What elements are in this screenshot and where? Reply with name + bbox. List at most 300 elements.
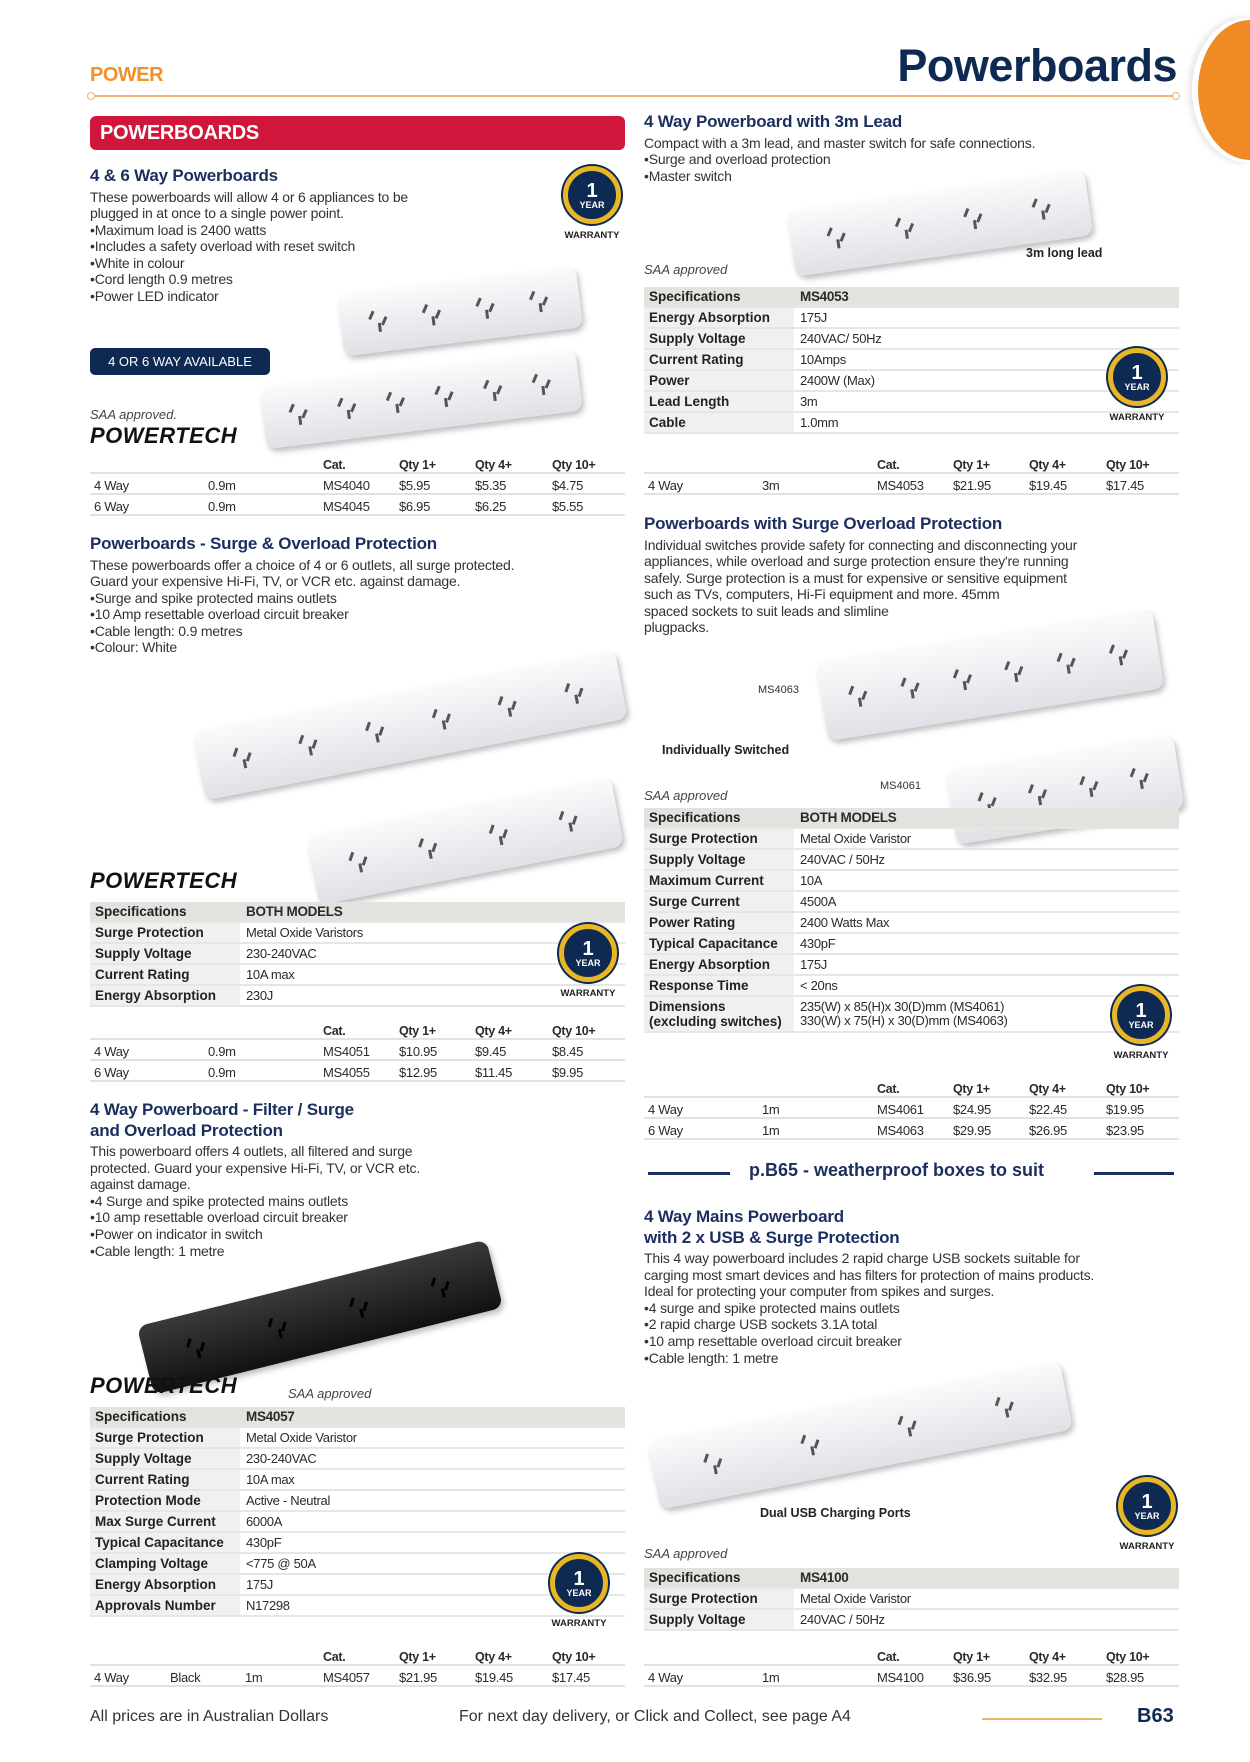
warranty-seal-icon bbox=[1112, 986, 1170, 1044]
spec-row bbox=[90, 1470, 625, 1491]
spec-value-line: 2400W (Max) bbox=[800, 372, 875, 388]
heading-line: and Overload Protection bbox=[90, 1120, 283, 1140]
price-row bbox=[90, 1666, 625, 1687]
warranty-badge bbox=[553, 924, 623, 999]
price-cell: 4 Way bbox=[648, 1670, 683, 1685]
price-cell: $9.95 bbox=[552, 1065, 584, 1080]
price-header: Qty 1+ bbox=[399, 1024, 436, 1038]
price-cell: MS4055 bbox=[323, 1065, 370, 1080]
lead-length-callout: 3m long lead bbox=[1026, 246, 1103, 260]
power-socket-icon bbox=[361, 714, 392, 748]
spec-row bbox=[90, 1512, 625, 1533]
description-line: Ideal for protecting your computer from spikes and surges. bbox=[644, 1283, 995, 1300]
spec-label: Power Rating bbox=[644, 913, 794, 932]
feature-bullet: • White in colour bbox=[90, 255, 510, 272]
heading-line: 4 Way Powerboard - Filter / Surge bbox=[90, 1100, 354, 1119]
spec-row bbox=[90, 1533, 625, 1554]
spec-row bbox=[644, 413, 1179, 434]
feature-bullet: • Master switch bbox=[644, 168, 1184, 185]
price-cell: 0.9m bbox=[208, 1044, 236, 1059]
spec-label: Maximum Current bbox=[644, 871, 794, 890]
spec-label: Energy Absorption bbox=[90, 1575, 240, 1594]
price-row bbox=[644, 1119, 1179, 1140]
product-heading bbox=[644, 112, 1184, 133]
price-header: Qty 10+ bbox=[552, 1650, 596, 1664]
price-cell: $5.55 bbox=[552, 499, 584, 514]
spec-row bbox=[90, 965, 625, 986]
spec-value-line: 175J bbox=[800, 309, 827, 325]
power-socket-icon bbox=[418, 298, 447, 331]
warranty-seal-icon bbox=[563, 166, 621, 224]
spec-model: BOTH MODELS bbox=[246, 903, 343, 919]
spec-value bbox=[240, 1470, 625, 1489]
spec-table-ms4061-ms4063 bbox=[644, 808, 1179, 1033]
power-socket-icon bbox=[1001, 654, 1031, 688]
price-cell: $19.45 bbox=[475, 1670, 513, 1685]
price-cell: $19.95 bbox=[1106, 1102, 1144, 1117]
price-header: Qty 4+ bbox=[475, 1024, 512, 1038]
spec-row bbox=[644, 308, 1179, 329]
spec-value-line: 230-240VAC bbox=[246, 1450, 317, 1466]
link-line-right bbox=[1094, 1172, 1174, 1175]
price-row bbox=[644, 474, 1179, 495]
section-label: POWER bbox=[90, 64, 164, 86]
price-header: Qty 10+ bbox=[552, 458, 596, 472]
power-socket-icon bbox=[285, 397, 314, 430]
warranty-unit: YEAR bbox=[566, 1587, 592, 1598]
price-cell: MS4063 bbox=[877, 1123, 924, 1138]
price-table-ms4061-ms4063 bbox=[644, 1078, 1179, 1140]
spec-value bbox=[794, 1610, 1179, 1629]
page-number: B63 bbox=[1137, 1705, 1174, 1727]
spec-row bbox=[644, 350, 1179, 371]
spec-label: Supply Voltage bbox=[644, 850, 794, 869]
power-socket-icon bbox=[1028, 192, 1058, 225]
spec-row bbox=[90, 944, 625, 965]
spec-row bbox=[644, 850, 1179, 871]
power-socket-icon bbox=[897, 671, 927, 705]
spec-label: Typical Capacitance bbox=[90, 1533, 240, 1552]
feature-bullet: • 10 amp resettable overload circuit breaker bbox=[644, 1333, 1204, 1350]
warranty-seal-icon bbox=[1108, 348, 1166, 406]
spec-label: Protection Mode bbox=[90, 1491, 240, 1510]
price-cell: $23.95 bbox=[1106, 1123, 1144, 1138]
price-cell: 3m bbox=[762, 478, 780, 493]
power-socket-icon bbox=[959, 202, 989, 235]
power-socket-icon bbox=[823, 221, 853, 254]
price-cell: 4 Way bbox=[648, 1102, 683, 1117]
product-heading bbox=[644, 514, 1204, 535]
warranty-badge bbox=[1112, 1477, 1182, 1552]
spec-header-row bbox=[90, 1407, 625, 1428]
spec-value bbox=[240, 1449, 625, 1468]
power-socket-icon bbox=[526, 285, 555, 318]
feature-bullet: • 2 rapid charge USB sockets 3.1A total bbox=[644, 1316, 1204, 1333]
feature-bullet: • Maximum load is 2400 watts bbox=[90, 222, 510, 239]
price-header: Qty 4+ bbox=[1029, 1082, 1066, 1096]
price-cell: 1m bbox=[762, 1670, 780, 1685]
description-line: plugpacks. bbox=[644, 619, 709, 636]
price-cell: 1m bbox=[762, 1123, 780, 1138]
spec-value-line: 430pF bbox=[800, 935, 836, 951]
spec-value-line: Active - Neutral bbox=[246, 1492, 331, 1508]
spec-value-line: 240VAC / 50Hz bbox=[800, 1611, 885, 1627]
spec-value-line: 2400 Watts Max bbox=[800, 914, 890, 930]
feature-bullet: • Surge and overload protection bbox=[644, 151, 1184, 168]
spec-label: Typical Capacitance bbox=[644, 934, 794, 953]
price-table-ms4057 bbox=[90, 1646, 625, 1687]
product-description bbox=[90, 557, 630, 590]
price-cell: MS4057 bbox=[323, 1670, 370, 1685]
price-header-row bbox=[644, 1646, 1179, 1666]
spec-label: Energy Absorption bbox=[90, 986, 240, 1005]
spec-header-label: Specifications bbox=[649, 289, 741, 304]
spec-row bbox=[644, 997, 1179, 1033]
price-cell: $4.75 bbox=[552, 478, 584, 493]
spec-value-line: N17298 bbox=[246, 1597, 290, 1613]
spec-header-model bbox=[240, 902, 625, 921]
warranty-badge bbox=[1102, 348, 1172, 423]
spec-header-row bbox=[644, 287, 1179, 308]
power-socket-icon bbox=[228, 740, 259, 774]
delivery-note: For next day delivery, or Click and Collect, see page A4 bbox=[459, 1708, 851, 1725]
price-cell: MS4045 bbox=[323, 499, 370, 514]
price-cell: 1m bbox=[245, 1670, 263, 1685]
black-filter-powerboard-image bbox=[137, 1239, 503, 1394]
price-header: Qty 4+ bbox=[1029, 1650, 1066, 1664]
spec-table-ms4100 bbox=[644, 1568, 1179, 1631]
warranty-seal-icon bbox=[550, 1554, 608, 1612]
powertech-logo: POWERTECH bbox=[90, 868, 238, 893]
power-socket-icon bbox=[893, 1408, 924, 1442]
price-header: Qty 1+ bbox=[953, 1082, 990, 1096]
currency-note: All prices are in Australian Dollars bbox=[90, 1708, 329, 1725]
price-cell: $5.95 bbox=[399, 478, 431, 493]
price-cell: 6 Way bbox=[94, 499, 129, 514]
orange-tab-decoration bbox=[1198, 20, 1250, 160]
power-socket-icon bbox=[555, 803, 586, 837]
saa-approval: SAA approved bbox=[644, 262, 728, 277]
spec-row bbox=[644, 1610, 1179, 1631]
price-cell: $12.95 bbox=[399, 1065, 437, 1080]
usb-powerboard-image bbox=[647, 1361, 1073, 1510]
spec-header-row bbox=[90, 902, 625, 923]
price-cell: $10.95 bbox=[399, 1044, 437, 1059]
product-surge-overload-text bbox=[90, 534, 630, 656]
price-cell: $17.45 bbox=[1106, 478, 1144, 493]
spec-header-label: Specifications bbox=[649, 810, 741, 825]
spec-value bbox=[794, 892, 1179, 911]
spec-value-line: 10A bbox=[800, 872, 823, 888]
spec-value-line: 230-240VAC bbox=[246, 945, 317, 961]
spec-header-row bbox=[644, 808, 1179, 829]
product-heading bbox=[90, 166, 510, 187]
spec-value-line: 4500A bbox=[800, 893, 837, 909]
spec-row bbox=[644, 829, 1179, 850]
saa-approval: SAA approved bbox=[644, 1546, 728, 1561]
warranty-label: WARRANTY bbox=[1113, 1050, 1169, 1061]
price-row bbox=[644, 1666, 1179, 1687]
feature-bullet: • Includes a safety overload with reset switch bbox=[90, 238, 510, 255]
warranty-label: WARRANTY bbox=[564, 230, 620, 241]
power-socket-icon bbox=[431, 380, 460, 413]
spec-row bbox=[90, 986, 625, 1007]
price-row bbox=[90, 495, 625, 516]
price-cell: MS4100 bbox=[877, 1670, 924, 1685]
price-cell: $26.95 bbox=[1029, 1123, 1067, 1138]
description-line: against damage. bbox=[90, 1176, 191, 1193]
power-socket-icon bbox=[344, 844, 375, 878]
spec-row bbox=[644, 871, 1179, 892]
product-description bbox=[644, 1250, 1204, 1300]
spec-row bbox=[90, 1428, 625, 1449]
power-socket-icon bbox=[484, 817, 515, 851]
spec-label: Cable bbox=[644, 413, 794, 432]
price-cell: $5.35 bbox=[475, 478, 507, 493]
feature-bullet: • Cable length: 1 metre bbox=[90, 1243, 630, 1260]
weatherproof-boxes-link-text[interactable]: p.B65 - weatherproof boxes to suit bbox=[749, 1160, 1045, 1180]
price-cell: 6 Way bbox=[94, 1065, 129, 1080]
spec-value-line: 240VAC/ 50Hz bbox=[800, 330, 882, 346]
heading-line: 4 Way Mains Powerboard bbox=[644, 1207, 844, 1226]
spec-label: Surge Current bbox=[644, 892, 794, 911]
warranty-years: 1 bbox=[1131, 361, 1143, 384]
powertech-logo: POWERTECH bbox=[90, 1373, 238, 1398]
warranty-years: 1 bbox=[1135, 999, 1147, 1022]
price-header: Qty 1+ bbox=[399, 1650, 436, 1664]
power-socket-icon bbox=[560, 676, 591, 710]
price-header: Qty 1+ bbox=[399, 458, 436, 472]
feature-bullet: • 4 Surge and spike protected mains outlets bbox=[90, 1193, 630, 1210]
spec-label: Surge Protection bbox=[90, 1428, 240, 1447]
feature-bullet: • Power on indicator in switch bbox=[90, 1226, 630, 1243]
warranty-unit: YEAR bbox=[575, 957, 601, 968]
spec-label: Energy Absorption bbox=[644, 308, 794, 327]
warranty-label: WARRANTY bbox=[551, 1618, 607, 1629]
price-cell: $29.95 bbox=[953, 1123, 991, 1138]
spec-label: Approvals Number bbox=[90, 1596, 240, 1615]
price-cell: MS4053 bbox=[877, 478, 924, 493]
price-table-ms4100 bbox=[644, 1646, 1179, 1687]
feature-bullet: • 10 amp resettable overload circuit breaker bbox=[90, 1209, 630, 1226]
feature-bullet: • Surge and spike protected mains outlets bbox=[90, 590, 630, 607]
warranty-badge bbox=[544, 1554, 614, 1629]
link-line-left bbox=[648, 1172, 730, 1175]
power-socket-icon bbox=[333, 391, 362, 424]
spec-model: BOTH MODELS bbox=[800, 809, 897, 825]
spec-label: Surge Protection bbox=[644, 1589, 794, 1608]
feature-bullet: • Cable length: 0.9 metres bbox=[90, 623, 630, 640]
power-socket-icon bbox=[990, 1389, 1021, 1423]
spec-row bbox=[644, 371, 1179, 392]
spec-row bbox=[90, 1491, 625, 1512]
warranty-unit: YEAR bbox=[1124, 381, 1150, 392]
spec-label: Supply Voltage bbox=[644, 329, 794, 348]
heading-line: with 2 x USB & Surge Protection bbox=[644, 1227, 900, 1247]
power-socket-icon bbox=[263, 1309, 295, 1344]
warranty-badge bbox=[557, 166, 627, 241]
surge-powerboard-4-way-image bbox=[306, 777, 624, 905]
price-header: Qty 10+ bbox=[1106, 458, 1150, 472]
power-socket-icon bbox=[382, 386, 411, 419]
individually-switched-callout: Individually Switched bbox=[662, 743, 790, 757]
spec-value bbox=[794, 829, 1179, 848]
price-header: Cat. bbox=[323, 1024, 346, 1038]
price-header: Cat. bbox=[877, 1650, 900, 1664]
price-cell: MS4051 bbox=[323, 1044, 370, 1059]
spec-value-line: < 20ns bbox=[800, 977, 838, 993]
price-cell: $21.95 bbox=[953, 478, 991, 493]
weatherproof-boxes-link[interactable] bbox=[644, 1160, 1179, 1186]
description-line: Guard your expensive Hi-Fi, TV, or VCR etc. against damage. bbox=[90, 573, 461, 590]
power-socket-icon bbox=[1075, 769, 1105, 803]
spec-model: MS4057 bbox=[246, 1408, 295, 1424]
price-header: Qty 4+ bbox=[475, 458, 512, 472]
price-cell: $9.45 bbox=[475, 1044, 507, 1059]
spec-value-line: 10A max bbox=[246, 1471, 295, 1487]
category-banner: POWERBOARDS bbox=[90, 116, 625, 150]
spec-row bbox=[644, 392, 1179, 413]
feature-bullet: • 4 surge and spike protected mains outlets bbox=[644, 1300, 1204, 1317]
price-header: Cat. bbox=[877, 458, 900, 472]
power-socket-icon bbox=[479, 374, 508, 407]
spec-value-line: 6000A bbox=[246, 1513, 283, 1529]
feature-bullet: • Power LED indicator bbox=[90, 288, 510, 305]
spec-value bbox=[240, 1512, 625, 1531]
price-cell: 4 Way bbox=[94, 1044, 129, 1059]
price-cell: 4 Way bbox=[94, 478, 129, 493]
power-socket-icon bbox=[1024, 777, 1054, 811]
spec-value-line: 175J bbox=[800, 956, 827, 972]
heading-line: Powerboards with Surge Overload Protection bbox=[644, 514, 1003, 533]
spec-header-model bbox=[794, 808, 1179, 827]
power-socket-icon bbox=[345, 1289, 377, 1324]
spec-row bbox=[644, 892, 1179, 913]
spec-value bbox=[794, 308, 1179, 327]
price-header-row bbox=[90, 1646, 625, 1666]
feature-bullet: • Cord length 0.9 metres bbox=[90, 271, 510, 288]
spec-value bbox=[794, 850, 1179, 869]
powerboard-6-way-image bbox=[259, 349, 582, 449]
model-label-ms4061: MS4061 bbox=[880, 780, 921, 792]
price-row bbox=[644, 1098, 1179, 1119]
spec-value-line: 3m bbox=[800, 393, 818, 409]
spec-label: Max Surge Current bbox=[90, 1512, 240, 1531]
spec-value-line: 1.0mm bbox=[800, 414, 839, 430]
price-header-row bbox=[644, 454, 1179, 474]
warranty-years: 1 bbox=[586, 179, 598, 202]
heading-line: Powerboards - Surge & Overload Protection bbox=[90, 534, 437, 553]
price-header-row bbox=[90, 454, 625, 474]
spec-label: Surge Protection bbox=[90, 923, 240, 942]
warranty-unit: YEAR bbox=[1128, 1019, 1154, 1030]
price-header: Qty 4+ bbox=[475, 1650, 512, 1664]
description-line: Compact with a 3m lead, and master switch for safe connections. bbox=[644, 134, 1036, 151]
warranty-label: WARRANTY bbox=[1119, 1541, 1175, 1552]
saa-approval: SAA approved. bbox=[90, 407, 177, 422]
power-socket-icon bbox=[1053, 646, 1083, 680]
spec-value bbox=[240, 1428, 625, 1447]
spec-value-line: 230J bbox=[246, 987, 273, 1003]
spec-table-ms4053 bbox=[644, 287, 1179, 434]
price-header-row bbox=[644, 1078, 1179, 1098]
power-socket-icon bbox=[426, 1269, 458, 1304]
model-label-ms4063: MS4063 bbox=[758, 684, 799, 696]
spec-label: Supply Voltage bbox=[90, 1449, 240, 1468]
price-cell: $32.95 bbox=[1029, 1670, 1067, 1685]
price-header: Cat. bbox=[323, 458, 346, 472]
spec-label: Supply Voltage bbox=[644, 1610, 794, 1629]
product-heading bbox=[644, 1207, 1204, 1248]
product-3m-lead-text bbox=[644, 112, 1184, 184]
price-row bbox=[90, 1040, 625, 1061]
spec-label: Current Rating bbox=[90, 965, 240, 984]
price-header-row bbox=[90, 1020, 625, 1040]
spec-label: Supply Voltage bbox=[90, 944, 240, 963]
price-cell: $6.25 bbox=[475, 499, 507, 514]
spec-value-line: 235(W) x 85(H)x 30(D)mm (MS4061) bbox=[800, 999, 1005, 1014]
description-line: safely. Surge protection is a must for expensive or sensitive equipment bbox=[644, 569, 1067, 586]
price-cell: $28.95 bbox=[1106, 1670, 1144, 1685]
spec-value-line: 240VAC / 50Hz bbox=[800, 851, 885, 867]
price-cell: MS4040 bbox=[323, 478, 370, 493]
spec-value-line: <775 @ 50A bbox=[246, 1555, 316, 1571]
price-cell: Black bbox=[170, 1670, 201, 1685]
description-line: This 4 way powerboard includes 2 rapid charge USB sockets suitable for bbox=[644, 1250, 1080, 1266]
spec-label: Surge Protection bbox=[644, 829, 794, 848]
product-heading bbox=[90, 1100, 630, 1141]
power-socket-icon bbox=[796, 1427, 827, 1461]
warranty-label: WARRANTY bbox=[560, 988, 616, 999]
price-table-4-6-way bbox=[90, 454, 625, 516]
price-header: Cat. bbox=[877, 1082, 900, 1096]
spec-row bbox=[644, 913, 1179, 934]
price-cell: $19.45 bbox=[1029, 478, 1067, 493]
price-cell: 0.9m bbox=[208, 1065, 236, 1080]
description-line: Individual switches provide safety for connecting and disconnecting your bbox=[644, 536, 1078, 553]
price-cell: $21.95 bbox=[399, 1670, 437, 1685]
product-description bbox=[90, 189, 510, 222]
feature-bullet: • Colour: White bbox=[90, 639, 630, 656]
spec-header-model bbox=[240, 1407, 625, 1426]
spec-label: Current Rating bbox=[644, 350, 794, 369]
footer-divider bbox=[982, 1718, 1102, 1720]
warranty-unit: YEAR bbox=[579, 199, 605, 210]
spec-value-line: 10A max bbox=[246, 966, 295, 982]
spec-value-line: Metal Oxide Varistors bbox=[246, 924, 363, 940]
description-line: spaced sockets to suit leads and slimline bbox=[644, 602, 889, 619]
price-cell: 0.9m bbox=[208, 499, 236, 514]
power-socket-icon bbox=[845, 679, 875, 713]
spec-value bbox=[794, 871, 1179, 890]
product-heading bbox=[90, 534, 630, 555]
description-line: protected. Guard your expensive Hi-Fi, TV, or VCR etc. bbox=[90, 1159, 421, 1176]
spec-label: Energy Absorption bbox=[644, 955, 794, 974]
power-socket-icon bbox=[699, 1446, 730, 1480]
spec-model: MS4053 bbox=[800, 288, 849, 304]
surge-powerboard-6-way-image bbox=[192, 650, 627, 801]
price-table-ms4053 bbox=[644, 454, 1179, 495]
price-cell: 1m bbox=[762, 1102, 780, 1117]
power-socket-icon bbox=[494, 688, 525, 722]
spec-row bbox=[644, 329, 1179, 350]
spec-value-line: 175J bbox=[246, 1576, 273, 1592]
price-cell: 6 Way bbox=[648, 1123, 683, 1138]
spec-value-line: 330(W) x 75(H) x 30(D)mm (MS4063) bbox=[800, 1013, 1008, 1028]
product-filter-surge-text bbox=[90, 1100, 630, 1259]
power-socket-icon bbox=[528, 368, 557, 401]
spec-value bbox=[240, 1491, 625, 1510]
